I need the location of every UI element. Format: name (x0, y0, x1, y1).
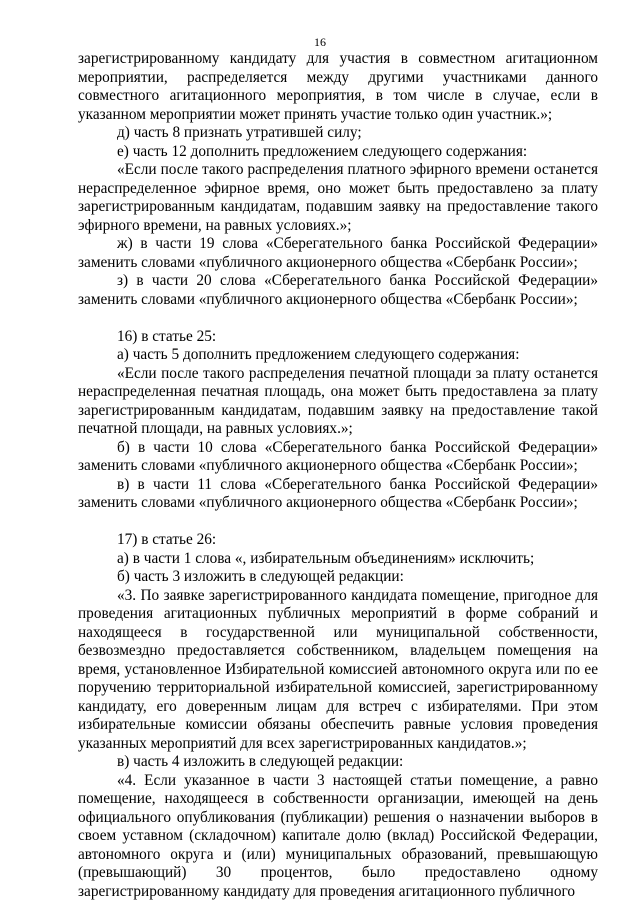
document-body (78, 50, 598, 901)
paragraph: «4. Если указанное в части 3 настоящей статьи помещение, а равно помещение, находящееся в собственности организации, имеющей на день официального опубликования (публикации) решения о назначении выборов в своем уставном (складочном) капитале долю (вклад) Российской Федерации, автономного округа и (или) муниципальных образований, превышающую (превышающий) 30 процентов, было предоставлено одному зарегистрированному кандидату для проведения агитационного публичного (78, 771, 598, 900)
paragraph: в) часть 4 изложить в следующей редакции: (117, 753, 404, 770)
paragraph: д) часть 8 признать утратившей силу; (117, 124, 362, 141)
paragraph: з) в части 20 слова «Сберегательного банка Российской Федерации» заменить словами «публичного акционерного общества «Сбербанк России»; (78, 272, 598, 308)
paragraph: а) часть 5 дополнить предложением следующего содержания: (117, 346, 520, 363)
paragraph: е) часть 12 дополнить предложением следующего содержания: (117, 142, 528, 160)
paragraph-gap (78, 309, 598, 328)
paragraph: 16) в статье 25: (117, 327, 217, 345)
paragraph: зарегистрированному кандидату для участия в совместном агитационном мероприятии, распределяется между другими участниками данного совместного агитационного мероприятия, в том числе в случае, если в указанном мероприятии может принять участие только один участник.»; (78, 50, 598, 123)
page-number: 16 (314, 35, 326, 49)
paragraph: ж) в части 19 слова «Сберегательного банка Российской Федерации» заменить словами «публичного акционерного общества «Сбербанк России»; (78, 235, 598, 271)
paragraph-gap (78, 513, 598, 532)
paragraph: «Если после такого распределения платного эфирного времени останется нераспределенное эфирное время, оно может быть предоставлено за плату зарегистрированным кандидатам, подавшим заявку на предоставление такого эфирного времени, на равных условиях.»; (78, 161, 598, 234)
paragraph: а) в части 1 слова «, избирательным объединениям» исключить; (117, 549, 535, 567)
paragraph: 17) в статье 26: (117, 531, 217, 548)
paragraph: б) часть 3 изложить в следующей редакции: (117, 568, 404, 585)
paragraph: «Если после такого распределения печатной площади за плату останется нераспределенная печатная площадь, она может быть предоставлена за плату зарегистрированным кандидатам, подавшим заявку на предоставление такой печатной площади, на равных условиях.»; (78, 364, 598, 437)
paragraph: б) в части 10 слова «Сберегательного банка Российской Федерации» заменить словами «публичного акционерного общества «Сбербанк России»; (78, 438, 598, 474)
paragraph: «3. По заявке зарегистрированного кандидата помещение, пригодное для проведения агитационных публичных мероприятий в форме собраний и находящееся в государственной или муниципальной собственности, безвозмездно предоставляется собственником, владельцем помещения на время, установленное Избирательной комиссией автономного округа или по ее поручению территориальной избирательной комиссией, зарегистрированному кандидату, его доверенным лицам для встреч с избирателями. При этом избирательные комиссии обязаны обеспечить равные условия проведения указанных мероприятий для всех зарегистрированных кандидатов.»; (78, 586, 598, 752)
paragraph: в) в части 11 слова «Сберегательного банка Российской Федерации» заменить словами «публичного акционерного общества «Сбербанк России»; (78, 475, 598, 511)
